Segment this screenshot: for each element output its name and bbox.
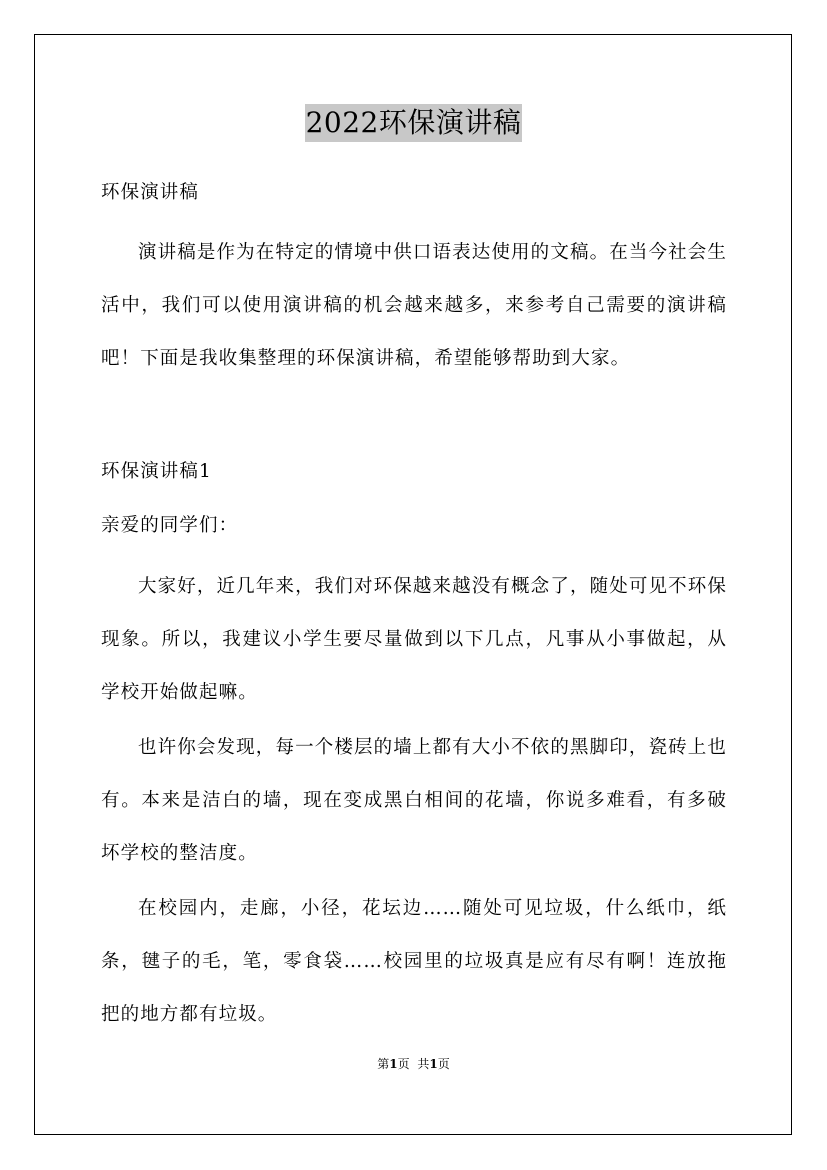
salutation: 亲爱的同学们： bbox=[101, 515, 239, 536]
intro-paragraph: 演讲稿是作为在特定的情境中供口语表达使用的文稿。在当今社会生活中，我们可以使用演讲稿的机会越来越多，来参考自己需要的演讲稿吧！下面是我收集整理的环保演讲稿，希望能够帮助到大家。 bbox=[101, 242, 727, 369]
page-footer bbox=[0, 1056, 827, 1072]
document-body bbox=[101, 170, 727, 1041]
body-paragraph: 也许你会发现，每一个楼层的墙上都有大小不依的黑脚印，瓷砖上也有。本来是洁白的墙，现在变成黑白相间的花墙，你说多难看，有多破坏学校的整洁度。 bbox=[101, 737, 727, 864]
body-paragraph: 在校园内，走廊，小径，花坛边……随处可见垃圾，什么纸巾，纸条，毽子的毛，笔，零食袋……校园里的垃圾真是应有尽有啊！连放拖把的地方都有垃圾。 bbox=[101, 898, 727, 1025]
total-prefix: 共 bbox=[417, 1057, 430, 1071]
page-number: 1 bbox=[389, 1057, 398, 1071]
page-prefix: 第 bbox=[377, 1057, 390, 1071]
paragraph-gap bbox=[101, 385, 727, 437]
speech-heading: 环保演讲稿1 bbox=[101, 461, 212, 482]
document-title: 2022环保演讲稿 bbox=[305, 104, 523, 142]
title-container bbox=[0, 104, 827, 142]
page-suffix: 页 bbox=[397, 1057, 410, 1071]
total-pages: 1 bbox=[429, 1057, 438, 1071]
total-suffix: 页 bbox=[437, 1057, 450, 1071]
body-paragraph: 大家好，近几年来，我们对环保越来越没有概念了，随处可见不环保现象。所以，我建议小学生要尽量做到以下几点，凡事从小事做起，从学校开始做起嘛。 bbox=[101, 576, 727, 703]
section-heading: 环保演讲稿 bbox=[101, 182, 200, 203]
